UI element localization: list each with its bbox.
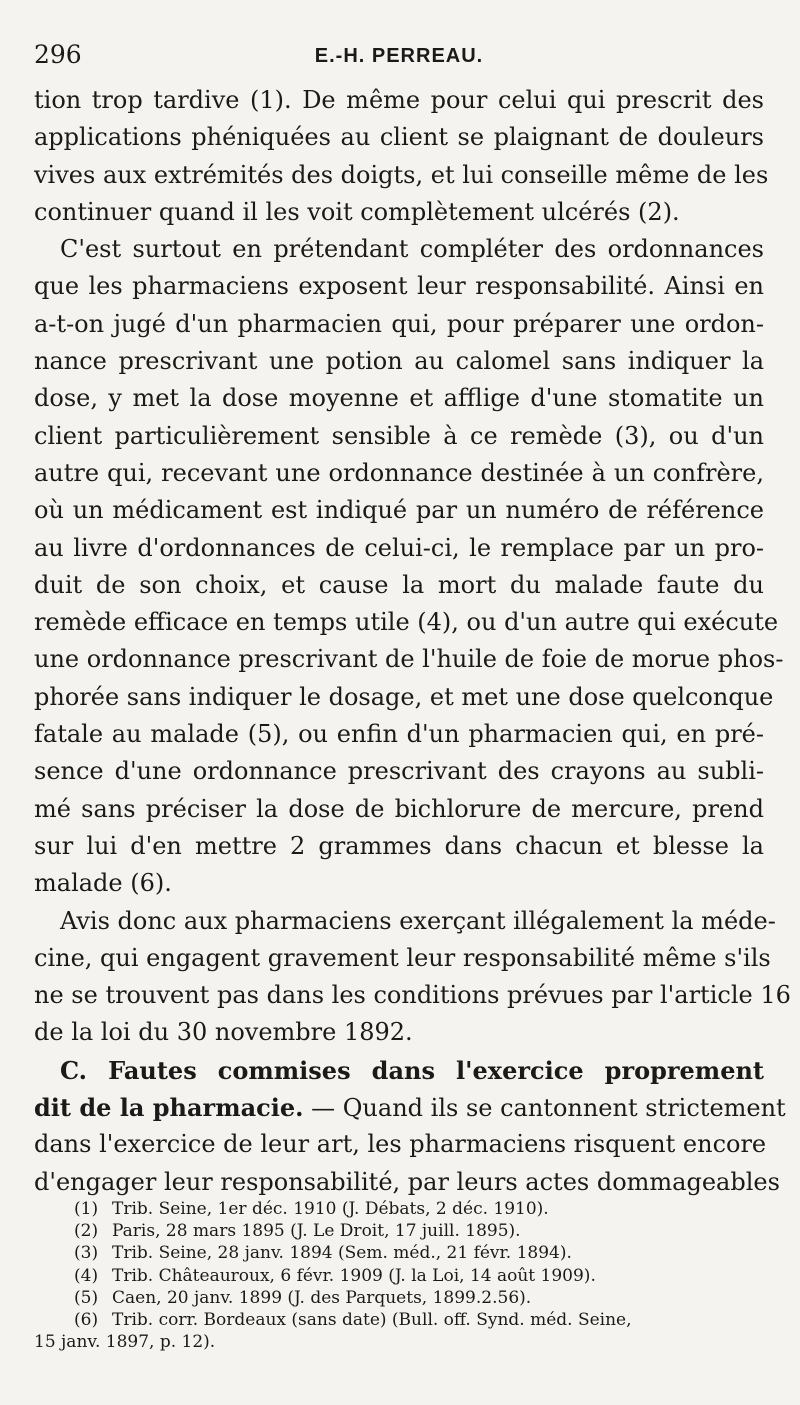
footnote-mark: (3)	[74, 1243, 99, 1264]
text-line: sur lui d'en mettre 2 grammes dans chacun et blesse la	[34, 831, 764, 860]
text-line: fatale au malade (5), ou enfin d'un pharmacien qui, en pré-	[34, 720, 764, 749]
footnotes	[34, 1198, 764, 1353]
text-line: d'engager leur responsabilité, par leurs actes dommageables	[34, 1167, 780, 1196]
footnote	[34, 1265, 764, 1287]
footnote	[34, 1198, 764, 1220]
footnote	[34, 1309, 764, 1331]
text-line: de la loi du 30 novembre 1892.	[34, 1018, 413, 1047]
footnote-mark: (1)	[74, 1199, 99, 1219]
footnote-mark: (4)	[74, 1265, 99, 1286]
text-line: cine, qui engagent gravement leur responsabilité même s'ils	[34, 943, 771, 972]
text-line: duit de son choix, et cause la mort du malade faute du	[34, 570, 764, 599]
text-line: Avis donc aux pharmaciens exerçant illégalement la méde-	[60, 906, 776, 935]
text-line: vives aux extrémités des doigts, et lui conseille même de les	[34, 160, 769, 189]
section-heading-cont: dit de la pharmacie.	[34, 1093, 304, 1123]
text-line	[34, 1089, 786, 1126]
footnote-text: Trib. Châteauroux, 6 févr. 1909 (J. la Loi, 14 août 1909).	[112, 1265, 596, 1286]
page-header	[34, 40, 764, 70]
page-number: 296	[34, 40, 82, 69]
running-head: E.-H. PERREAU.	[314, 45, 484, 67]
text-line: remède efficace en temps utile (4), ou d'un autre qui exécute	[34, 608, 779, 637]
text-line: mé sans préciser la dose de bichlorure de mercure, prend	[34, 794, 764, 823]
footnote-text: Trib. Seine, 1er déc. 1910 (J. Débats, 2 déc. 1910).	[112, 1199, 549, 1219]
text-line: au livre d'ordonnances de celui-ci, le remplace par un pro-	[34, 533, 764, 562]
footnote-continuation	[34, 1331, 764, 1353]
section-heading: C. Fautes commises dans l'exercice proprement	[60, 1055, 764, 1085]
text-line: C'est surtout en prétendant compléter des ordonnances	[60, 235, 764, 264]
footnote	[34, 1220, 764, 1242]
text-line: une ordonnance prescrivant de l'huile de foie de morue phos-	[34, 645, 784, 674]
text-line: phorée sans indiquer le dosage, et met une dose quelconque	[34, 682, 774, 711]
footnote-text: Trib. Seine, 28 janv. 1894 (Sem. méd., 21 févr. 1894).	[112, 1243, 572, 1264]
text-line: dans l'exercice de leur art, les pharmaciens risquent encore	[34, 1130, 767, 1159]
footnote-text: Paris, 28 mars 1895 (J. Le Droit, 17 juill. 1895).	[112, 1221, 521, 1242]
footnote-text: Caen, 20 janv. 1899 (J. des Parquets, 1899.2.56).	[112, 1287, 532, 1308]
text-line: ne se trouvent pas dans les conditions prévues par l'article 16	[34, 981, 791, 1010]
footnote-mark: (5)	[74, 1287, 99, 1308]
footnote-text: Trib. corr. Bordeaux (sans date) (Bull. off. Synd. méd. Seine,	[112, 1309, 632, 1330]
text-span: — Quand ils se cantonnent strictement	[303, 1094, 786, 1123]
footnote-text: 15 janv. 1897, p. 12).	[34, 1332, 216, 1353]
text-line: que les pharmaciens exposent leur responsabilité. Ainsi en	[34, 272, 764, 301]
text-line: tion trop tardive (1). De même pour celui qui prescrit des	[34, 86, 764, 114]
text-line: malade (6).	[34, 869, 172, 898]
text-line: a-t-on jugé d'un pharmacien qui, pour préparer une ordon-	[34, 309, 764, 338]
text-line: client particulièrement sensible à ce remède (3), ou d'un	[34, 421, 764, 450]
text-line: où un médicament est indiqué par un numéro de référence	[34, 496, 764, 525]
text-line: nance prescrivant une potion au calomel sans indiquer la	[34, 347, 764, 376]
text-line: sence d'une ordonnance prescrivant des crayons au subli-	[34, 757, 764, 786]
footnote-mark: (6)	[74, 1309, 99, 1330]
footnote	[34, 1287, 764, 1309]
text-line: applications phéniquées au client se plaignant de douleurs	[34, 123, 764, 152]
text-line: autre qui, recevant une ordonnance destinée à un confrère,	[34, 458, 764, 487]
footnote-mark: (2)	[74, 1221, 99, 1242]
text-line: dose, y met la dose moyenne et afflige d'une stomatite un	[34, 384, 764, 413]
body-text	[34, 82, 791, 1201]
text-line: continuer quand il les voit complètement ulcérés (2).	[34, 197, 680, 226]
footnote	[34, 1242, 764, 1264]
